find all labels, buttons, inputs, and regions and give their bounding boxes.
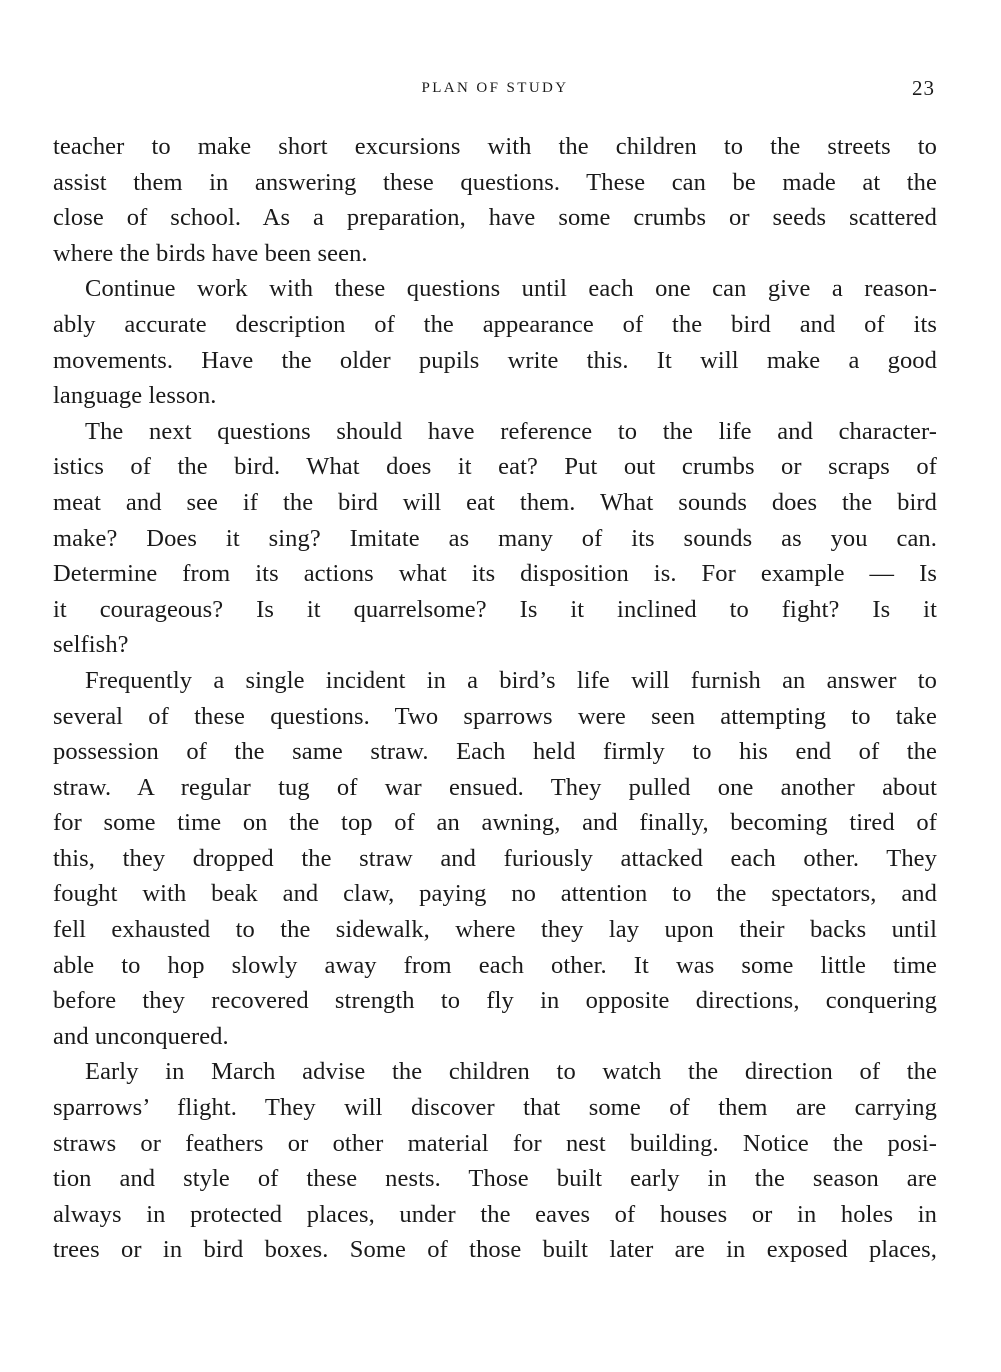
text-line: for some time on the top of an awning, and finally, becoming tired of [53,809,937,837]
text-line: ably accurate description of the appearance of the bird and of its [53,310,937,338]
text-line: straws or feathers or other material for nest building. Notice the posi- [53,1129,937,1157]
text-line: Continue work with these questions until each one can give a reason- [85,275,937,303]
text-line: fell exhausted to the sidewalk, where they lay upon their backs until [53,916,937,944]
text-line: language lesson. [53,382,217,410]
text-line: istics of the bird. What does it eat? Put out crumbs or scraps of [53,453,937,481]
text-line: before they recovered strength to fly in opposite directions, conquering [53,987,937,1015]
text-line: fought with beak and claw, paying no attention to the spectators, and [53,880,937,908]
text-line: this, they dropped the straw and furiously attacked each other. They [53,844,937,872]
text-line: close of school. As a preparation, have some crumbs or seeds scattered [53,204,937,232]
running-head-title: PLAN OF STUDY [421,80,569,96]
body-text [53,129,937,1268]
text-line: able to hop slowly away from each other. It was some little time [53,951,937,979]
text-line: assist them in answering these questions. These can be made at the [53,168,937,196]
text-line: straw. A regular tug of war ensued. They pulled one another about [53,773,937,801]
text-line: where the birds have been seen. [53,239,368,267]
text-line: trees or in bird boxes. Some of those built later are in exposed places, [53,1236,937,1264]
text-line: make? Does it sing? Imitate as many of its sounds as you can. [53,524,937,552]
text-line: teacher to make short excursions with the children to the streets to [53,133,937,160]
text-line: Early in March advise the children to watch the direction of the [85,1058,937,1086]
text-line: meat and see if the bird will eat them. What sounds does the bird [53,488,937,516]
text-line: The next questions should have reference to the life and character- [85,417,937,445]
text-line: always in protected places, under the eaves of houses or in holes in [53,1200,937,1228]
running-head [0,76,1001,104]
text-line: and unconquered. [53,1022,229,1050]
text-line: possession of the same straw. Each held firmly to his end of the [53,738,937,766]
text-line: sparrows’ flight. They will discover that some of them are carrying [53,1094,937,1122]
text-line: it courageous? Is it quarrelsome? Is it inclined to fight? Is it [53,595,937,623]
text-line: several of these questions. Two sparrows were seen attempting to take [53,702,937,730]
page-number: 23 [912,76,935,100]
text-line: movements. Have the older pupils write this. It will make a good [53,346,937,374]
text-line: tion and style of these nests. Those built early in the season are [53,1165,937,1193]
text-line: Determine from its actions what its disposition is. For example — Is [53,560,937,588]
text-line: selfish? [53,631,129,659]
text-line: Frequently a single incident in a bird’s life will furnish an answer to [85,666,937,694]
